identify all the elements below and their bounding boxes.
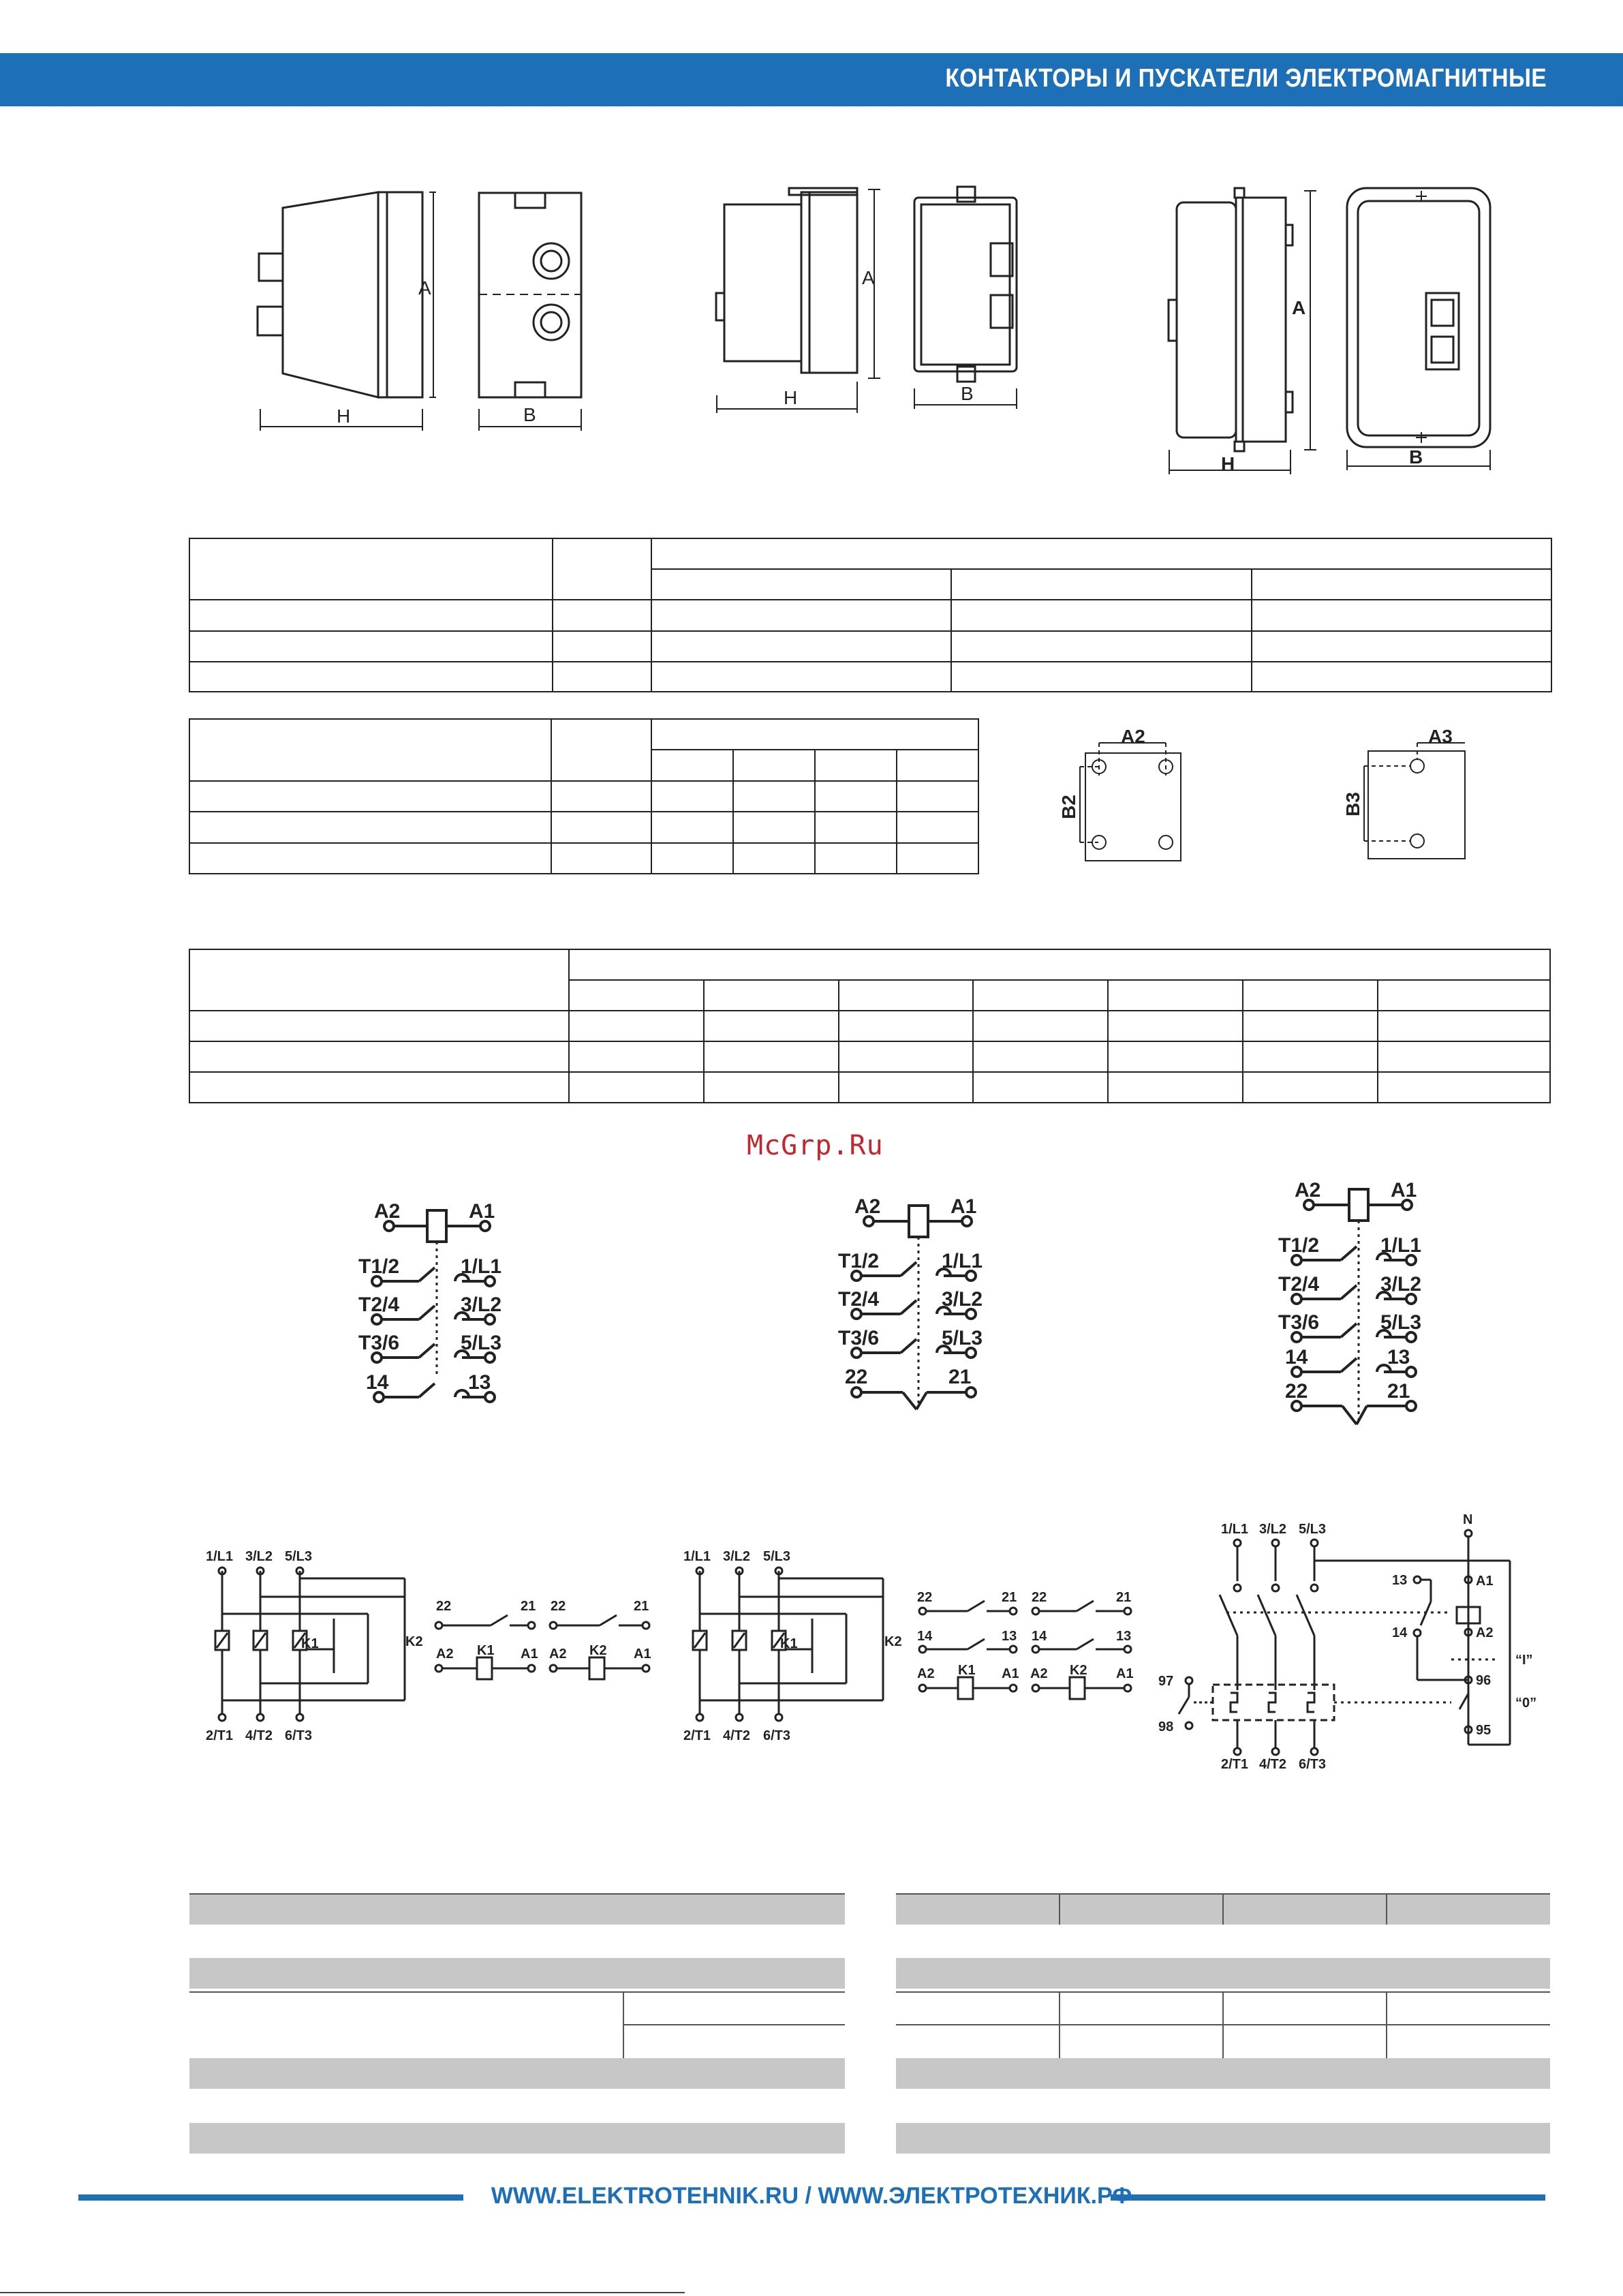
rd2-l1: 1/L1 (683, 1549, 711, 1564)
rd3-t2: 4/T2 (1259, 1757, 1287, 1772)
watermark: McGrp.Ru (747, 1130, 884, 1161)
wd1-l1: 1/L1 (461, 1255, 502, 1278)
rd2-a1a: A1 (1002, 1666, 1019, 1681)
rd1-k2-coil: K2 (589, 1643, 607, 1658)
rd1-l3: 5/L3 (285, 1549, 313, 1564)
rd1-22b: 22 (551, 1599, 566, 1614)
wd3-t1: T1/2 (1278, 1234, 1320, 1257)
dim-label-b2: B (961, 383, 974, 404)
dim-label-b3: B (1409, 446, 1423, 468)
rd1-t1: 2/T1 (206, 1728, 234, 1743)
rd3-97: 97 (1158, 1674, 1174, 1689)
rd3-a1: A1 (1476, 1574, 1494, 1589)
bottom-table-right (896, 1894, 1550, 2154)
rd3-14: 14 (1392, 1625, 1408, 1640)
wd2-l3: 5/L3 (942, 1327, 983, 1349)
specifications-table (189, 949, 1550, 1103)
wd1-a2: A2 (374, 1200, 401, 1223)
page-title: КОНТАКТОРЫ И ПУСКАТЕЛИ ЭЛЕКТРОМАГНИТНЫЕ (945, 64, 1547, 93)
dim-label-h2: H (784, 387, 798, 408)
enclosure-side-view-1 (258, 192, 436, 431)
mounting-holes-2 (1364, 743, 1465, 859)
wd1-l2: 3/L2 (461, 1294, 502, 1316)
wd1-t3: T3/6 (358, 1332, 400, 1354)
rd3-95: 95 (1476, 1723, 1491, 1738)
mount-label-a2: A2 (1121, 726, 1145, 747)
wd3-21: 21 (1387, 1380, 1410, 1403)
rd3-l3: 5/L3 (1299, 1522, 1327, 1537)
rd2-a1b: A1 (1116, 1666, 1134, 1681)
wd1-a1: A1 (469, 1200, 495, 1223)
rd1-a2a: A2 (436, 1647, 454, 1662)
rd1-k1-label: K1 (301, 1636, 319, 1651)
wd2-t3: T3/6 (838, 1327, 880, 1349)
rd2-l2: 3/L2 (723, 1549, 751, 1564)
rd3-98: 98 (1158, 1719, 1174, 1734)
enclosure-front-view-3 (1347, 188, 1490, 470)
rd1-a2b: A2 (549, 1647, 567, 1662)
rd1-t3: 6/T3 (285, 1728, 313, 1743)
wd1-t1: T1/2 (358, 1255, 400, 1278)
rd2-l3: 5/L3 (763, 1549, 791, 1564)
wd3-13: 13 (1387, 1346, 1410, 1368)
mount-label-a3: A3 (1428, 726, 1453, 747)
dim-label-a2: A (862, 267, 875, 288)
wd1-l3: 5/L3 (461, 1332, 502, 1354)
rd3-l2: 3/L2 (1259, 1522, 1287, 1537)
starter-relay-diagram (1179, 1530, 1510, 1755)
dim-label-a3: A (1292, 297, 1306, 318)
rd3-n: N (1463, 1512, 1473, 1527)
rd1-k1-coil: K1 (477, 1643, 495, 1658)
rd2-13b: 13 (1116, 1629, 1132, 1644)
rd2-t1: 2/T1 (683, 1728, 711, 1743)
wd2-a2: A2 (854, 1195, 881, 1218)
dim-label-b1: B (523, 404, 536, 425)
wd3-t2: T2/4 (1278, 1273, 1320, 1296)
wd1-14: 14 (366, 1371, 389, 1394)
rd2-k2-coil: K2 (1070, 1663, 1087, 1678)
dimensions-table (189, 538, 1551, 692)
rd3-a2: A2 (1476, 1625, 1494, 1640)
rd2-21b: 21 (1116, 1590, 1132, 1605)
mounting-table (189, 719, 978, 874)
rd2-k1-label: K1 (780, 1636, 798, 1651)
rd3-l1: 1/L1 (1221, 1522, 1249, 1537)
wd3-l1: 1/L1 (1380, 1234, 1422, 1257)
wd1-13: 13 (468, 1371, 491, 1394)
wd3-l3: 5/L3 (1380, 1311, 1422, 1334)
rd2-21a: 21 (1002, 1590, 1017, 1605)
wd3-22: 22 (1285, 1380, 1308, 1403)
mount-label-b3: B3 (1342, 792, 1363, 816)
dim-label-h3: H (1221, 453, 1235, 474)
rd2-13a: 13 (1002, 1629, 1017, 1644)
reversing-diagram-2 (693, 1567, 1131, 1721)
rd2-22b: 22 (1032, 1590, 1047, 1605)
rd3-13: 13 (1392, 1573, 1408, 1588)
reversing-diagram-1 (215, 1567, 649, 1721)
wd2-l1: 1/L1 (942, 1250, 983, 1272)
enclosure-side-view-3 (1169, 188, 1316, 474)
rd1-t2: 4/T2 (245, 1728, 273, 1743)
mount-label-b2: B2 (1058, 795, 1079, 819)
rd2-22a: 22 (917, 1590, 933, 1605)
wd2-l2: 3/L2 (942, 1288, 983, 1311)
wd2-22: 22 (845, 1366, 868, 1388)
rd2-14a: 14 (917, 1629, 933, 1644)
bottom-table-left (189, 1894, 845, 2154)
rd3-off-mark: “0” (1515, 1696, 1537, 1711)
rd1-l2: 3/L2 (245, 1549, 273, 1564)
wd3-t3: T3/6 (1278, 1311, 1320, 1334)
enclosure-front-view-1 (479, 193, 581, 431)
rd3-96: 96 (1476, 1673, 1491, 1688)
rd2-a2b: A2 (1030, 1666, 1048, 1681)
footer-url[interactable]: WWW.ELEKTROTEHNIK.RU / WWW.ЭЛЕКТРОТЕХНИК.РФ (491, 2183, 1132, 2209)
wd2-t2: T2/4 (838, 1288, 880, 1311)
wd2-a1: A1 (950, 1195, 977, 1218)
rd1-k2-label: K2 (405, 1634, 423, 1649)
rd2-t3: 6/T3 (763, 1728, 791, 1743)
rd2-a2a: A2 (917, 1666, 935, 1681)
wd1-t2: T2/4 (358, 1294, 400, 1316)
rd3-on-mark: “I” (1515, 1653, 1533, 1668)
dim-label-h1: H (337, 405, 351, 427)
rd1-22a: 22 (436, 1599, 452, 1614)
wd3-a1: A1 (1391, 1179, 1417, 1201)
rd2-k1-coil: K1 (958, 1663, 976, 1678)
rd1-l1: 1/L1 (206, 1549, 234, 1564)
wd2-t1: T1/2 (838, 1250, 880, 1272)
rd3-t3: 6/T3 (1299, 1757, 1327, 1772)
rd1-21b: 21 (634, 1599, 649, 1614)
rd2-t2: 4/T2 (723, 1728, 751, 1743)
enclosure-front-view-2 (914, 187, 1017, 409)
mounting-holes-4 (1080, 743, 1181, 861)
rd3-t1: 2/T1 (1221, 1757, 1249, 1772)
wd2-21: 21 (948, 1366, 972, 1388)
rd1-21a: 21 (521, 1599, 536, 1614)
rd1-a1a: A1 (521, 1647, 538, 1662)
rd2-k2-label: K2 (884, 1634, 902, 1649)
enclosure-side-view-2 (716, 188, 880, 413)
wd3-l2: 3/L2 (1380, 1273, 1422, 1296)
dim-label-a1: A (418, 277, 431, 299)
wd3-a2: A2 (1295, 1179, 1321, 1201)
rd2-14b: 14 (1032, 1629, 1047, 1644)
bottom-rule (0, 2292, 685, 2293)
rd1-a1b: A1 (634, 1647, 651, 1662)
wd3-14: 14 (1285, 1346, 1308, 1368)
